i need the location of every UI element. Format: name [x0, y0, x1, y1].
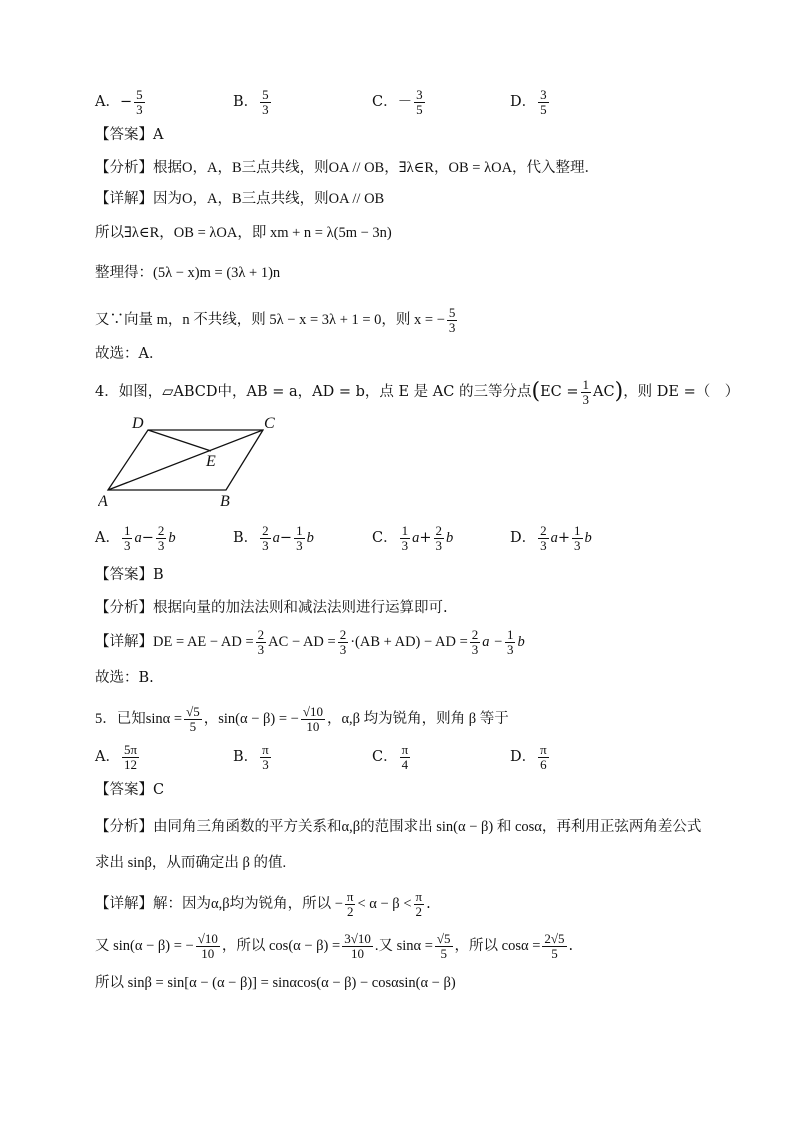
q5-option-b[interactable]: B． $\frac{\pi}{3}$ [233, 742, 269, 772]
q3-option-d[interactable]: D． $\frac{3}{5}$ [510, 87, 547, 117]
label-e: E [206, 453, 216, 470]
label-c: C [264, 415, 275, 432]
label-b: B [220, 493, 230, 510]
q5-stem: 5．已知sinα = $\frac{√5}{5}$ ，sin(α − β) = − $\frac{√10}{10}$ ，α,β 均为锐角，则角 β 等于 [95, 704, 509, 734]
q4-detail: 【详解】DE = AE − AD = $\frac{2}{3}$ AC − AD = $\frac{2}{3}$ ·(AB + AD) − AD = $\frac{2}{3}$ a − $\frac{1}{3}$ b [95, 627, 525, 657]
q4-option-b[interactable]: B． $\frac{2}{3}$ a− $\frac{1}{3}$ b [233, 523, 314, 553]
q4-answer: 【答案】B [95, 567, 164, 583]
q5-option-c[interactable]: C． $\frac{\pi}{4}$ [372, 742, 409, 772]
q4-option-c[interactable]: C． $\frac{1}{3}$ a+ $\frac{2}{3}$ b [372, 523, 454, 553]
q4-option-a[interactable]: A． $\frac{1}{3}$ a− $\frac{2}{3}$ b [95, 523, 176, 553]
q3-option-b[interactable]: B． $\frac{5}{3}$ [233, 87, 269, 117]
q4-stem: 4．如图，▱ABCD中，AB = a，AD = b，点 E 是 AC 的三等分点(EC = $\frac{1}{3}$ AC)，则 DE =（ ） [95, 377, 740, 407]
segment-de [148, 430, 211, 451]
q3-conclusion: 故选：A． [95, 346, 164, 362]
q5-detail-2: 又 sin(α − β) = − $\frac{√10}{10}$ ，所以 cos(α − β) = $\frac{3√10}{10}$ .又 sinα = $\frac{√5}{5}$ ，所以 cosα = $\frac{2√5}{5}$ . [95, 931, 574, 961]
q3-detail-1: 【详解】因为O，A，B三点共线，则OA // OB [95, 191, 385, 207]
q3-detail-3: 整理得：(5λ − x)m = (3λ + 1)n [95, 265, 281, 281]
label-a: A [98, 493, 108, 510]
q3-analysis: 【分析】根据O，A，B三点共线，则OA // OB，∃λ∈R，OB = λOA，代入整理． [95, 160, 600, 176]
label-d: D [132, 415, 144, 432]
q4-option-d[interactable]: D． $\frac{2}{3}$ a+ $\frac{1}{3}$ b [510, 523, 592, 553]
q5-analysis-1: 【分析】由同角三角函数的平方关系和α,β的范围求出 sin(α − β) 和 cosα，再利用正弦两角差公式 [95, 819, 702, 835]
q5-detail-1: 【详解】解：因为α,β均为锐角，所以 − $\frac{\pi}{2}$ < α − β < $\frac{\pi}{2}$ . [95, 889, 431, 919]
q4-conclusion: 故选：B. [95, 670, 154, 686]
diagonal-ac [108, 430, 263, 490]
q5-option-a[interactable]: A． $\frac{5\pi}{12}$ [95, 742, 138, 772]
q3-answer: 【答案】A [95, 127, 164, 143]
parallelogram-figure [98, 412, 288, 512]
q3-option-c[interactable]: C．－ $\frac{3}{5}$ [372, 87, 423, 117]
q4-analysis: 【分析】根据向量的加法法则和减法法则进行运算即可. [95, 600, 448, 616]
q3-detail-4: 又∵向量 m，n 不共线，则 5λ − x = 3λ + 1 = 0，则 x = − $\frac{5}{3}$ [95, 305, 456, 335]
q5-answer: 【答案】C [95, 782, 165, 798]
q5-detail-3: 所以 sinβ = sin[α − (α − β)] = sinαcos(α − β) − cosαsin(α − β) [95, 975, 456, 991]
q5-option-d[interactable]: D． $\frac{\pi}{6}$ [510, 742, 547, 772]
q5-analysis-2: 求出 sinβ，从而确定出 β 的值. [95, 855, 287, 871]
q3-detail-2: 所以∃λ∈R，OB = λOA，即 xm + n = λ(5m − 3n) [95, 225, 392, 241]
q3-option-a[interactable]: A．− $\frac{5}{3}$ [95, 87, 143, 117]
